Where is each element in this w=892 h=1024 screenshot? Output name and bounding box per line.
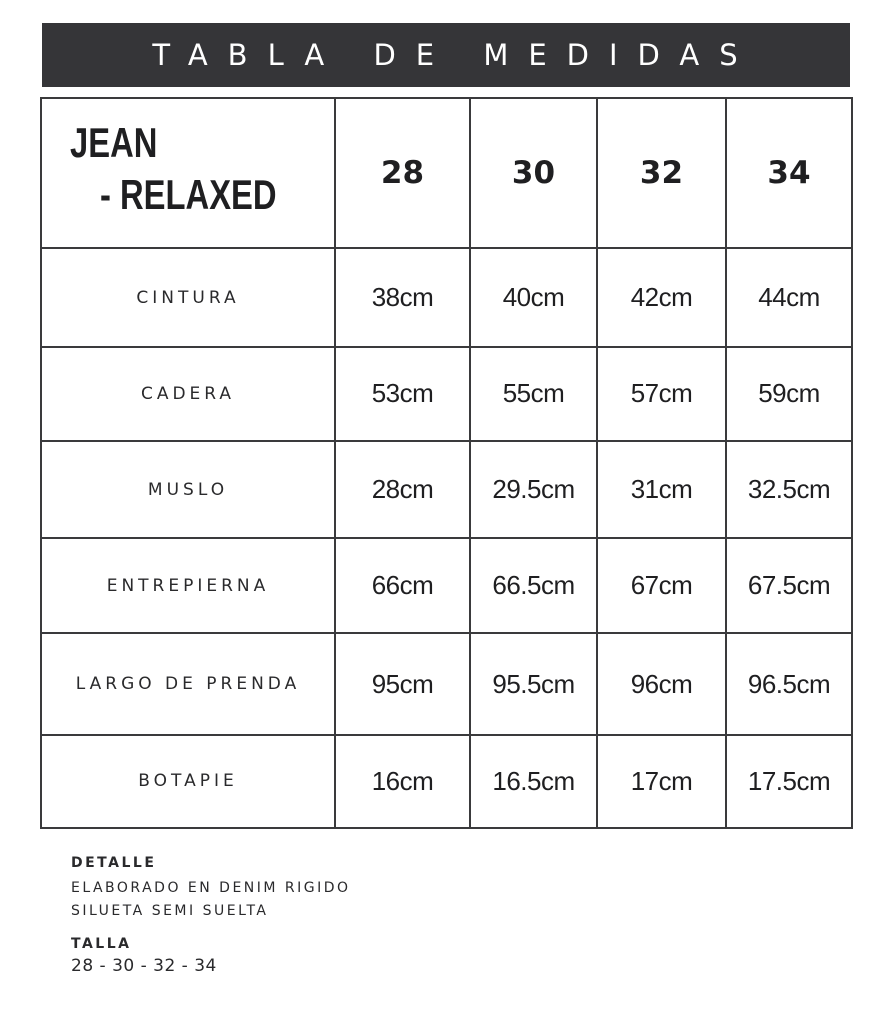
measure-value: 67cm	[597, 538, 726, 633]
product-name-line1: JEAN	[70, 119, 158, 166]
talla-heading: TALLA	[71, 936, 132, 952]
measure-value: 44cm	[726, 248, 852, 346]
product-name-cell	[41, 98, 335, 248]
detail-line: ELABORADO EN DENIM RIGIDO	[71, 880, 351, 896]
measure-value: 95.5cm	[470, 633, 597, 734]
product-name-line2: - RELAXED	[100, 171, 277, 219]
measure-value: 96.5cm	[726, 633, 852, 734]
measure-value: 96cm	[597, 633, 726, 734]
measure-value: 95cm	[335, 633, 470, 734]
measure-value: 59cm	[726, 347, 852, 441]
measure-label: CADERA	[41, 347, 335, 441]
header-bar	[42, 23, 850, 87]
measure-value: 16.5cm	[470, 735, 597, 828]
detail-heading: DETALLE	[71, 855, 157, 871]
measure-label: MUSLO	[41, 441, 335, 538]
measure-value: 66.5cm	[470, 538, 597, 633]
measure-value: 40cm	[470, 248, 597, 346]
measure-label: CINTURA	[41, 248, 335, 346]
measure-label: BOTAPIE	[41, 735, 335, 828]
measure-value: 57cm	[597, 347, 726, 441]
size-header: 30	[470, 98, 597, 248]
table-row	[41, 538, 852, 633]
measure-value: 32.5cm	[726, 441, 852, 538]
measure-value: 67.5cm	[726, 538, 852, 633]
table-row	[41, 248, 852, 346]
talla-sizes: 28 - 30 - 32 - 34	[71, 956, 217, 976]
detail-line: SILUETA SEMI SUELTA	[71, 903, 269, 919]
table-row	[41, 347, 852, 441]
measure-value: 17cm	[597, 735, 726, 828]
measure-value: 16cm	[335, 735, 470, 828]
size-table	[40, 97, 853, 829]
table-row	[41, 441, 852, 538]
size-header: 28	[335, 98, 470, 248]
measure-label: ENTREPIERNA	[41, 538, 335, 633]
table-header-row	[41, 98, 852, 248]
product-notes	[71, 855, 571, 978]
measure-value: 42cm	[597, 248, 726, 346]
measure-value: 17.5cm	[726, 735, 852, 828]
size-header: 32	[597, 98, 726, 248]
measure-value: 29.5cm	[470, 441, 597, 538]
size-header: 34	[726, 98, 852, 248]
measure-value: 66cm	[335, 538, 470, 633]
table-row	[41, 633, 852, 734]
measure-value: 55cm	[470, 347, 597, 441]
measure-value: 31cm	[597, 441, 726, 538]
table-row	[41, 735, 852, 828]
page-title: TABLA DE MEDIDAS	[152, 38, 758, 72]
measure-value: 38cm	[335, 248, 470, 346]
measure-label: LARGO DE PRENDA	[41, 633, 335, 734]
measure-value: 53cm	[335, 347, 470, 441]
measure-value: 28cm	[335, 441, 470, 538]
